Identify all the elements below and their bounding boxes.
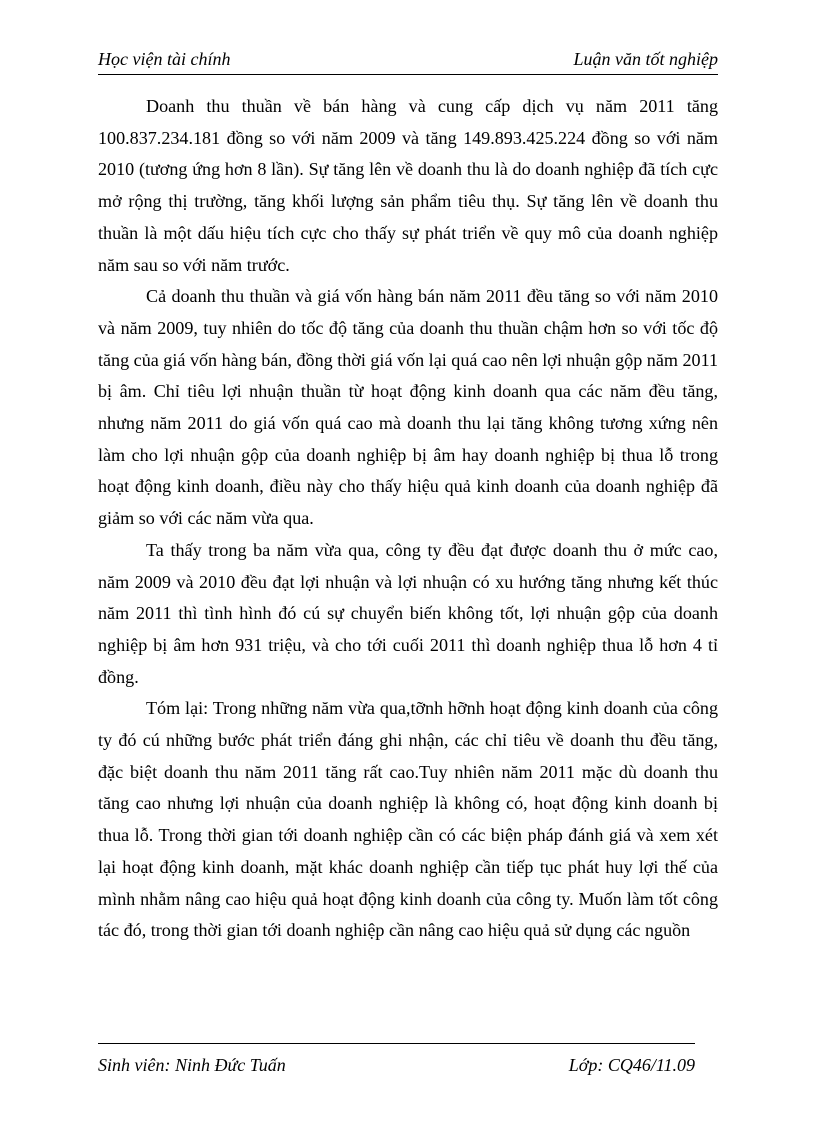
page-footer	[98, 1043, 695, 1078]
paragraph-summary: Tóm lại: Trong những năm vừa qua,tỡnh hỡnh hoạt động kinh doanh của công ty đó cú những bước phát triển đáng ghi nhận, các chỉ tiêu về doanh thu đều tăng, đặc biệt doanh thu năm 2011 tăng rất cao.Tuy nhiên năm 2011 mặc dù doanh thu tăng cao nhưng lợi nhuận của doanh nghiệp là không có, hoạt động kinh doanh bị thua lỗ. Trong thời gian tới doanh nghiệp cần có các biện pháp đánh giá và xem xét lại hoạt động kinh doanh, mặt khác doanh nghiệp cần tiếp tục phát huy lợi thế của mình nhằm nâng cao hiệu quả hoạt động kinh doanh của công ty. Muốn làm tốt công tác đó, trong thời gian tới doanh nghiệp cần nâng cao hiệu quả sử dụng các nguồn	[98, 698, 718, 941]
body-text	[98, 91, 718, 947]
footer-class: Lớp: CQ46/11.09	[568, 1055, 695, 1075]
paragraph-three-year-review: Ta thấy trong ba năm vừa qua, công ty đều đạt được doanh thu ở mức cao, năm 2009 và 2010 đều đạt lợi nhuận và lợi nhuận có xu hướng tăng nhưng kết thúc năm 2011 thì tình hình đó cú sự chuyển biến không tốt, lợi nhuận gộp của doanh nghiệp bị âm hơn 931 triệu, và cho tới cuối 2011 thì doanh nghiệp thua lỗ hơn 4 tỉ đồng.	[98, 539, 718, 687]
paragraph-revenue-growth: Doanh thu thuần về bán hàng và cung cấp dịch vụ năm 2011 tăng 100.837.234.181 đồng so với năm 2009 và tăng 149.893.425.224 đồng so với năm 2010 (tương ứng hơn 8 lần). Sự tăng lên về doanh thu là do doanh nghiệp đã tích cực mở rộng thị trường, tăng khối lượng sản phẩm tiêu thụ. Sự tăng lên về doanh thu thuần là một dấu hiệu tích cực cho thấy sự phát triển về quy mô của doanh nghiệp năm sau so với năm trước.	[98, 96, 718, 275]
header-institution: Học viện tài chính	[98, 49, 231, 69]
header-document-type: Luận văn tốt nghiệp	[573, 49, 718, 69]
paragraph-cost-analysis: Cả doanh thu thuần và giá vốn hàng bán năm 2011 đều tăng so với năm 2010 và năm 2009, tuy nhiên do tốc độ tăng của doanh thu thuần chậm hơn so với tốc độ tăng của giá vốn hàng bán, đồng thời giá vốn lại quá cao nên lợi nhuận gộp năm 2011 bị âm. Chỉ tiêu lợi nhuận thuần từ hoạt động kinh doanh qua các năm đều tăng, nhưng năm 2011 do giá vốn quá cao mà doanh thu lại tăng không tương xứng nên làm cho lợi nhuận gộp của doanh nghiệp bị âm hay doanh nghiệp bị thua lỗ trong hoạt động kinh doanh, điều này cho thấy hiệu quả kinh doanh của doanh nghiệp đã giảm so với các năm vừa qua.	[98, 286, 718, 529]
footer-student: Sinh viên: Ninh Đức Tuấn	[98, 1055, 286, 1075]
page-header	[98, 46, 718, 75]
